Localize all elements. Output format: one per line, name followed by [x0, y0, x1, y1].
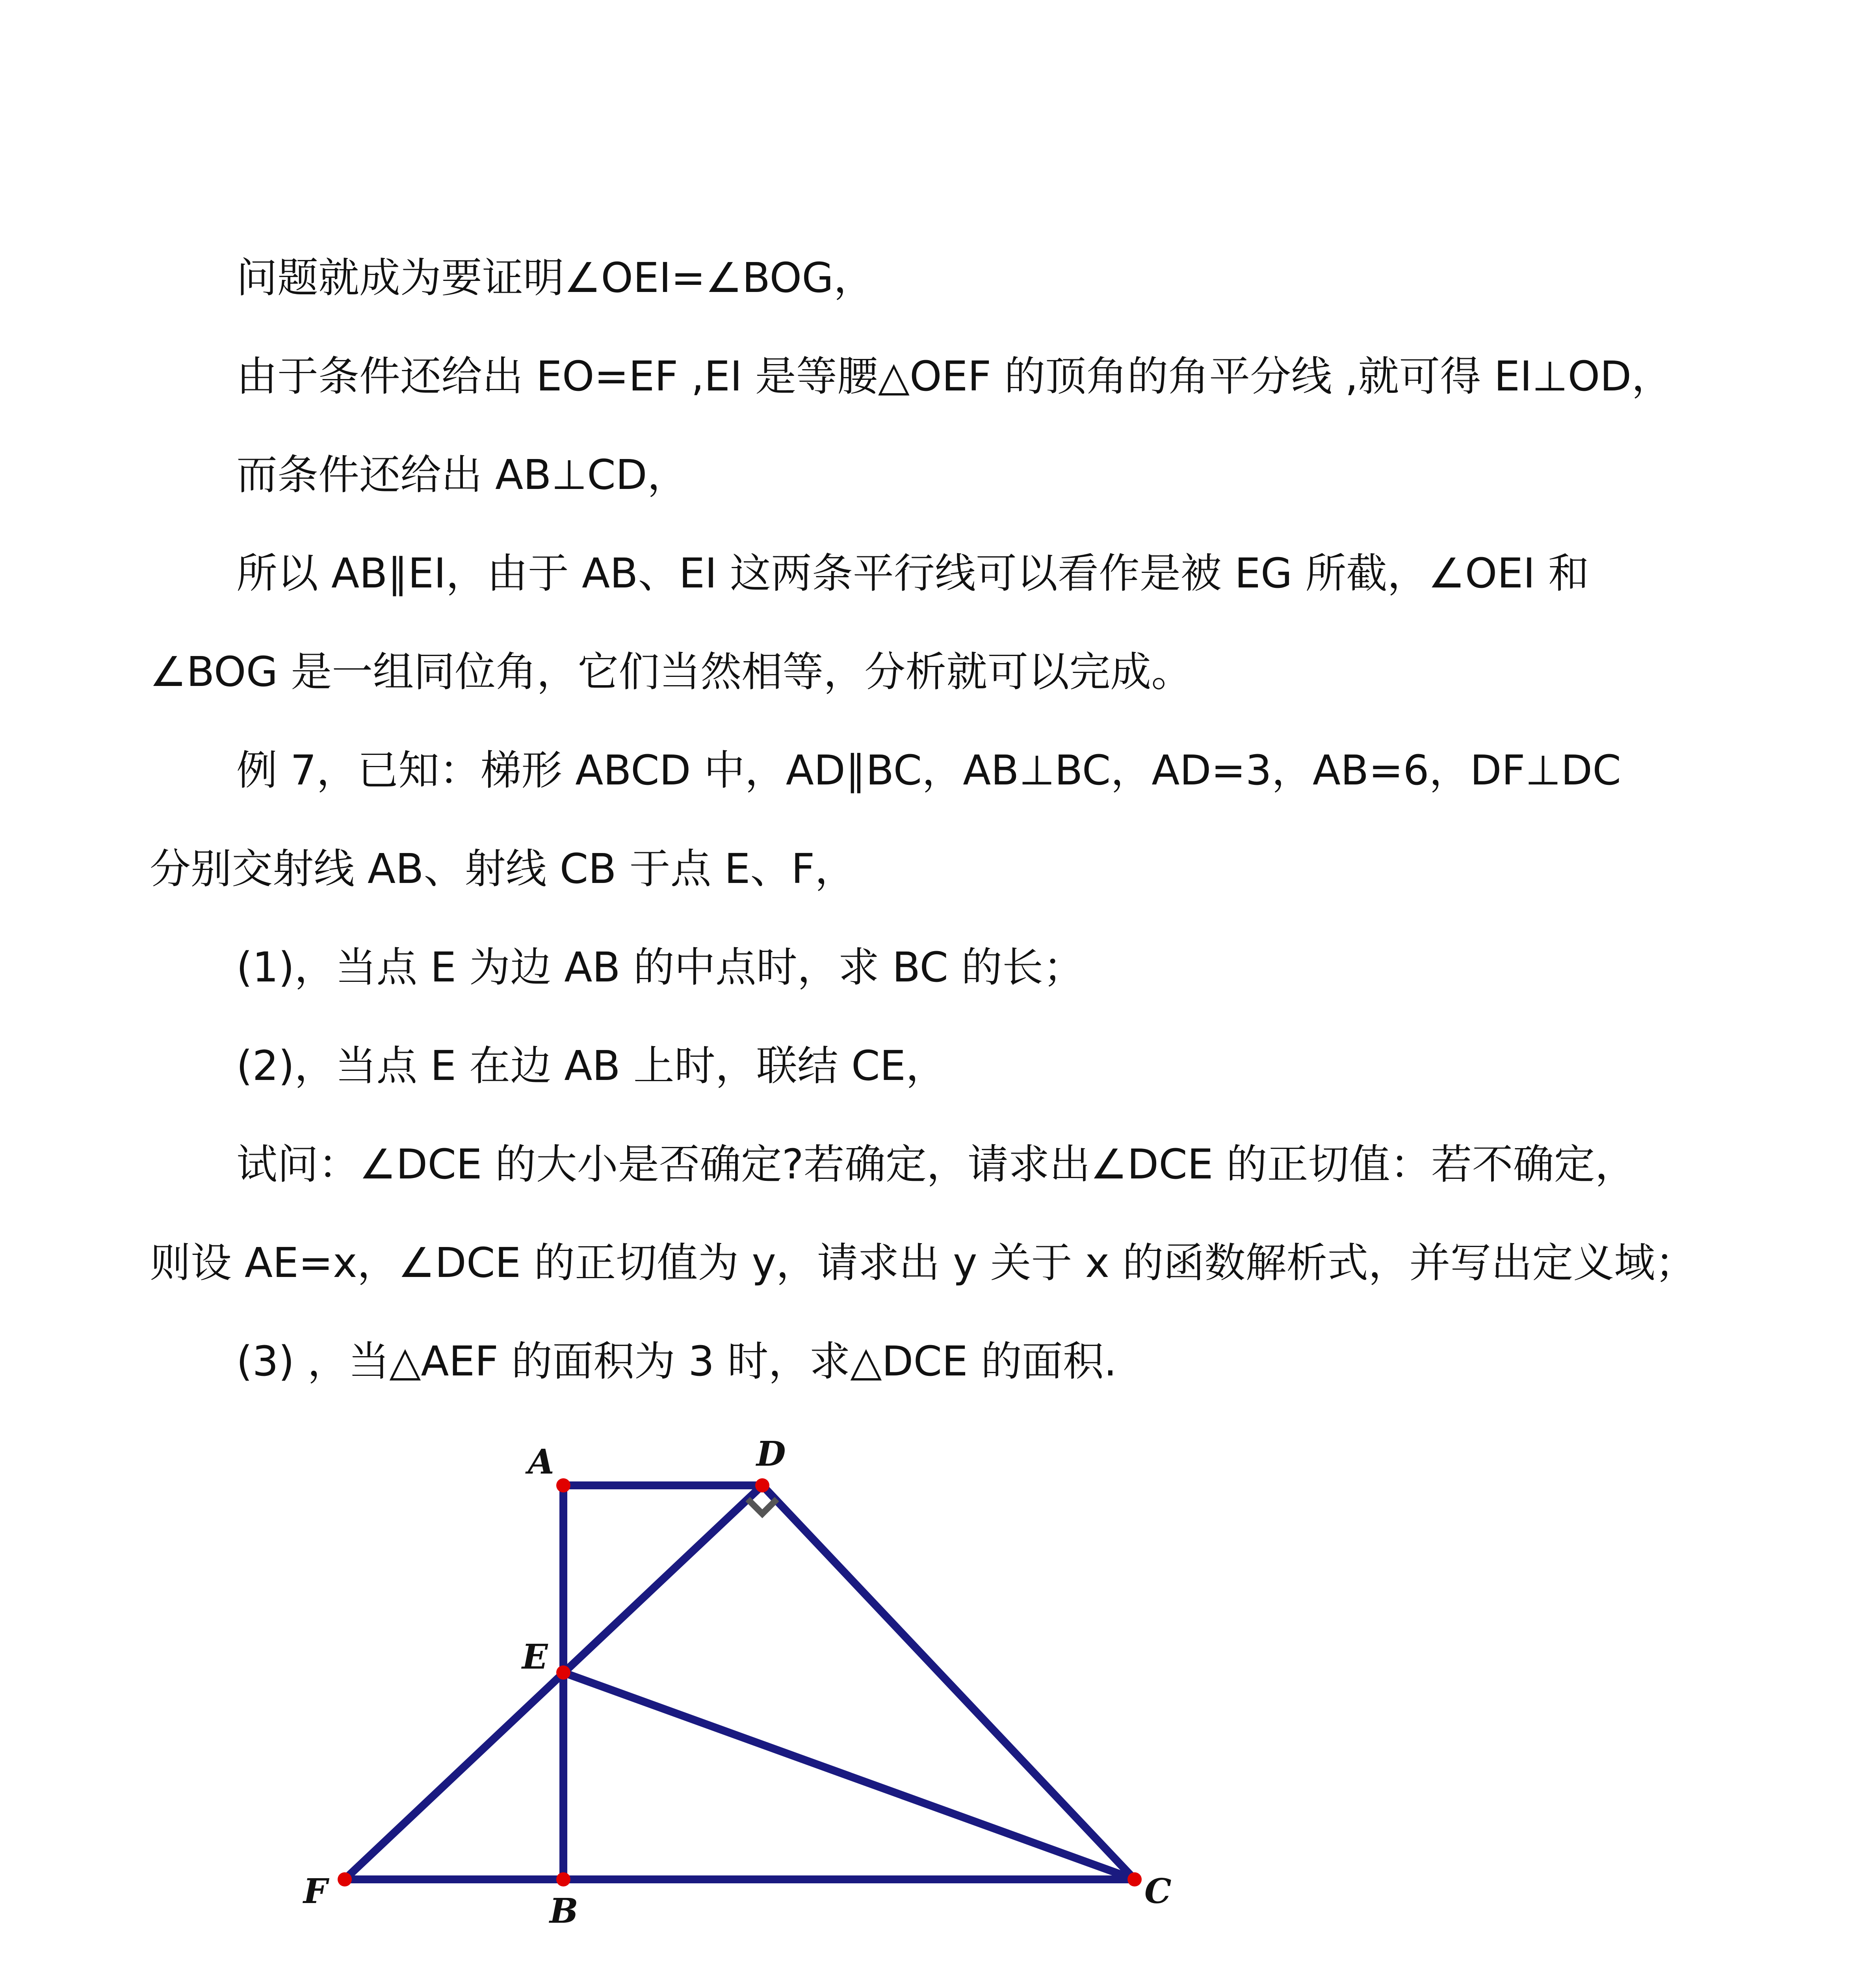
label-C: C — [1144, 1872, 1172, 1911]
question-2-cont-2: 则设 AE=x，∠DCE 的正切值为 y，请求出 y 关于 x 的函数解析式，并写出定义域； — [150, 1239, 1696, 1287]
figure-points — [338, 1478, 1142, 1886]
label-D: D — [756, 1434, 786, 1474]
point-C — [1127, 1872, 1142, 1886]
figure-lines — [345, 1485, 1135, 1879]
label-A: A — [528, 1442, 554, 1482]
segment-DC — [762, 1485, 1135, 1879]
geometry-figure — [0, 1399, 1876, 1970]
paragraph-4: 所以 AB∥EI，由于 AB、EI 这两条平行线可以看作是被 EG 所截，∠OEI 和 — [236, 549, 1589, 597]
paragraph-5: ∠BOG 是一组同位角，它们当然相等，分析就可以完成。 — [150, 648, 1192, 696]
segment-FD — [345, 1485, 762, 1879]
example-7-statement: 例 7，已知：梯形 ABCD 中，AD∥BC，AB⊥BC，AD=3，AB=6，DF⊥DC — [236, 746, 1621, 794]
point-B — [556, 1872, 570, 1886]
question-3: (3) ，当△AEF 的面积为 3 时，求△DCE 的面积. — [236, 1337, 1117, 1385]
label-E: E — [522, 1637, 548, 1677]
paragraph-3: 而条件还给出 AB⊥CD， — [236, 451, 688, 499]
label-B: B — [550, 1891, 578, 1931]
question-2: (2)，当点 E 在边 AB 上时，联结 CE， — [236, 1042, 947, 1090]
point-F — [338, 1872, 352, 1886]
example-7-statement-cont: 分别交射线 AB、射线 CB 于点 E、F， — [150, 845, 856, 893]
segment-EC — [563, 1673, 1135, 1879]
right-angle-mark — [748, 1499, 777, 1514]
point-A — [556, 1478, 570, 1492]
point-D — [755, 1478, 769, 1492]
paragraph-1: 问题就成为要证明∠OEI=∠BOG， — [236, 254, 875, 302]
question-1: (1)，当点 E 为边 AB 的中点时，求 BC 的长； — [236, 943, 1085, 991]
label-F: F — [303, 1872, 328, 1911]
point-E — [556, 1665, 570, 1680]
question-2-cont: 试问：∠DCE 的大小是否确定?若确定，请求出∠DCE 的正切值：若不确定， — [236, 1140, 1636, 1188]
paragraph-2: 由于条件还给出 EO=EF ,EI 是等腰△OEF 的顶角的角平分线 ,就可得 EI⊥OD， — [236, 352, 1673, 400]
